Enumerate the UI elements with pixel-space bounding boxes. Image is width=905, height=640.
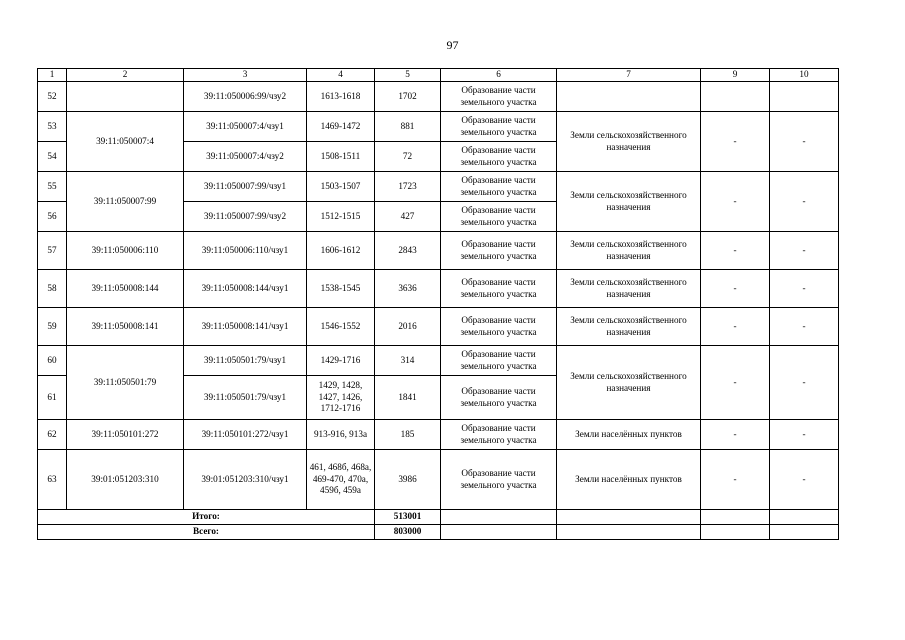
total-label: Всего: [38, 525, 375, 540]
row-number: 52 [38, 82, 67, 112]
part-number: 39:11:050006:99/чзу2 [184, 82, 307, 112]
contour-points: 461, 468б, 468а, 469-470, 470а, 459б, 459а [307, 450, 375, 510]
part-number: 39:11:050008:141/чзу1 [184, 308, 307, 346]
contour-points: 1469-1472 [307, 112, 375, 142]
row-number: 56 [38, 202, 67, 232]
table-row [38, 346, 839, 376]
column-9-value: - [701, 450, 770, 510]
area-value: 1702 [375, 82, 441, 112]
row-number: 53 [38, 112, 67, 142]
column-9-value: - [701, 232, 770, 270]
cadastral-number: 39:11:050007:99 [67, 172, 184, 232]
contour-points: 1538-1545 [307, 270, 375, 308]
area-value: 1723 [375, 172, 441, 202]
column-header: 10 [770, 69, 839, 82]
row-number: 59 [38, 308, 67, 346]
land-category: Земли населённых пунктов [557, 450, 701, 510]
row-number: 61 [38, 376, 67, 420]
column-header: 5 [375, 69, 441, 82]
purpose-text: Образование части земельного участка [441, 270, 557, 308]
purpose-text: Образование части земельного участка [441, 346, 557, 376]
column-9-value: - [701, 420, 770, 450]
cadastral-number: 39:11:050501:79 [67, 346, 184, 420]
column-10-value: - [770, 346, 839, 420]
part-number: 39:11:050006:110/чзу1 [184, 232, 307, 270]
column-10-value: - [770, 308, 839, 346]
land-category: Земли сельскохозяйственного назначения [557, 270, 701, 308]
part-number: 39:11:050007:99/чзу2 [184, 202, 307, 232]
purpose-text: Образование части земельного участка [441, 420, 557, 450]
table-row [38, 270, 839, 308]
area-value: 3636 [375, 270, 441, 308]
table-row [38, 232, 839, 270]
header-row [38, 69, 839, 82]
column-header: 7 [557, 69, 701, 82]
column-9-value: - [701, 270, 770, 308]
cadastral-number: 39:01:051203:310 [67, 450, 184, 510]
contour-points: 913-916, 913а [307, 420, 375, 450]
empty-cell [770, 525, 839, 540]
part-number: 39:01:051203:310/чзу1 [184, 450, 307, 510]
empty-cell [701, 510, 770, 525]
table-row [38, 82, 839, 112]
column-9-value: - [701, 346, 770, 420]
area-value: 72 [375, 142, 441, 172]
purpose-text: Образование части земельного участка [441, 112, 557, 142]
page-number: 97 [446, 38, 459, 52]
empty-cell [441, 525, 557, 540]
contour-points: 1546-1552 [307, 308, 375, 346]
row-number: 58 [38, 270, 67, 308]
column-10-value: - [770, 450, 839, 510]
row-number: 63 [38, 450, 67, 510]
land-category [557, 82, 701, 112]
contour-points: 1429-1716 [307, 346, 375, 376]
total-value: 803000 [375, 525, 441, 540]
column-9-value: - [701, 172, 770, 232]
column-header: 9 [701, 69, 770, 82]
row-number: 57 [38, 232, 67, 270]
purpose-text: Образование части земельного участка [441, 232, 557, 270]
land-category: Земли сельскохозяйственного назначения [557, 232, 701, 270]
purpose-text: Образование части земельного участка [441, 142, 557, 172]
table-row [38, 420, 839, 450]
column-header: 4 [307, 69, 375, 82]
land-category: Земли сельскохозяйственного назначения [557, 112, 701, 172]
area-value: 314 [375, 346, 441, 376]
cadastral-number: 39:11:050008:144 [67, 270, 184, 308]
column-10-value [770, 82, 839, 112]
part-number: 39:11:050501:79/чзу1 [184, 376, 307, 420]
column-header: 1 [38, 69, 67, 82]
land-category: Земли сельскохозяйственного назначения [557, 346, 701, 420]
area-value: 881 [375, 112, 441, 142]
purpose-text: Образование части земельного участка [441, 376, 557, 420]
column-10-value: - [770, 172, 839, 232]
contour-points: 1429, 1428, 1427, 1426, 1712-1716 [307, 376, 375, 420]
cadastral-number: 39:11:050008:141 [67, 308, 184, 346]
column-header: 2 [67, 69, 184, 82]
column-10-value: - [770, 232, 839, 270]
column-10-value: - [770, 270, 839, 308]
table-row [38, 112, 839, 142]
part-number: 39:11:050501:79/чзу1 [184, 346, 307, 376]
column-9-value: - [701, 308, 770, 346]
purpose-text: Образование части земельного участка [441, 202, 557, 232]
land-category: Земли сельскохозяйственного назначения [557, 172, 701, 232]
contour-points: 1508-1511 [307, 142, 375, 172]
land-category: Земли населённых пунктов [557, 420, 701, 450]
purpose-text: Образование части земельного участка [441, 450, 557, 510]
part-number: 39:11:050007:4/чзу1 [184, 112, 307, 142]
empty-cell [770, 510, 839, 525]
total-row [38, 525, 839, 540]
land-category: Земли сельскохозяйственного назначения [557, 308, 701, 346]
contour-points: 1613-1618 [307, 82, 375, 112]
area-value: 185 [375, 420, 441, 450]
cadastral-number: 39:11:050006:110 [67, 232, 184, 270]
cadastral-number [67, 82, 184, 112]
empty-cell [441, 510, 557, 525]
area-value: 2016 [375, 308, 441, 346]
land-plots-table [37, 68, 839, 540]
column-header: 6 [441, 69, 557, 82]
table-row [38, 308, 839, 346]
empty-cell [701, 525, 770, 540]
row-number: 60 [38, 346, 67, 376]
table-row [38, 172, 839, 202]
cadastral-number: 39:11:050101:272 [67, 420, 184, 450]
contour-points: 1503-1507 [307, 172, 375, 202]
column-9-value: - [701, 112, 770, 172]
empty-cell [557, 510, 701, 525]
column-10-value: - [770, 112, 839, 172]
part-number: 39:11:050101:272/чзу1 [184, 420, 307, 450]
column-10-value: - [770, 420, 839, 450]
purpose-text: Образование части земельного участка [441, 172, 557, 202]
subtotal-row [38, 510, 839, 525]
row-number: 54 [38, 142, 67, 172]
table-row [38, 450, 839, 510]
purpose-text: Образование части земельного участка [441, 82, 557, 112]
part-number: 39:11:050008:144/чзу1 [184, 270, 307, 308]
part-number: 39:11:050007:99/чзу1 [184, 172, 307, 202]
area-value: 2843 [375, 232, 441, 270]
column-header: 3 [184, 69, 307, 82]
part-number: 39:11:050007:4/чзу2 [184, 142, 307, 172]
area-value: 1841 [375, 376, 441, 420]
row-number: 55 [38, 172, 67, 202]
subtotal-value: 513001 [375, 510, 441, 525]
contour-points: 1512-1515 [307, 202, 375, 232]
column-9-value [701, 82, 770, 112]
purpose-text: Образование части земельного участка [441, 308, 557, 346]
empty-cell [557, 525, 701, 540]
cadastral-number: 39:11:050007:4 [67, 112, 184, 172]
area-value: 427 [375, 202, 441, 232]
area-value: 3986 [375, 450, 441, 510]
contour-points: 1606-1612 [307, 232, 375, 270]
subtotal-label: Итого: [38, 510, 375, 525]
row-number: 62 [38, 420, 67, 450]
